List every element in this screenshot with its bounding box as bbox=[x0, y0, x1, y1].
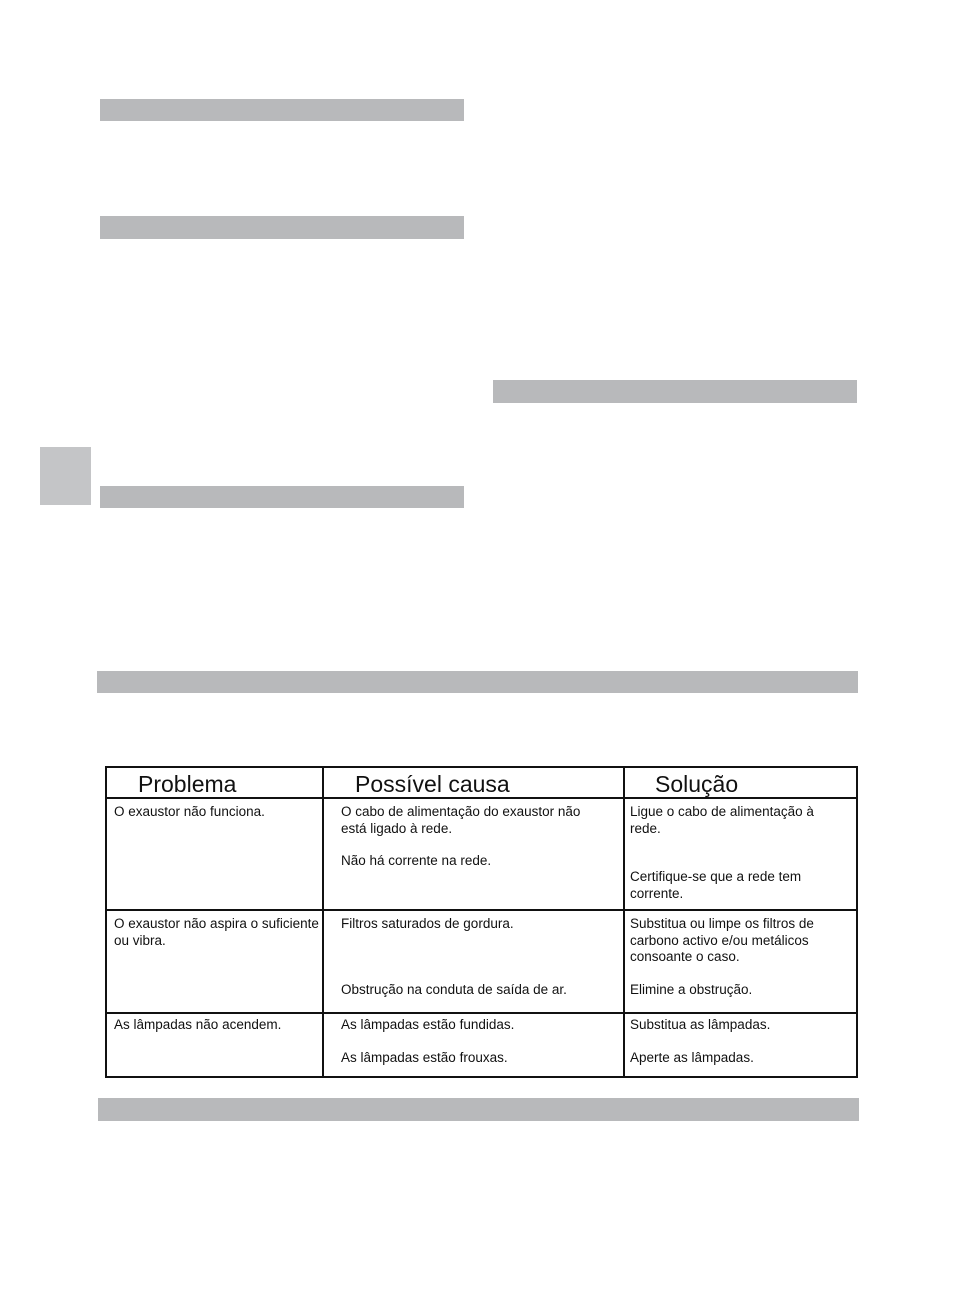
troubleshooting-heading-bar bbox=[97, 671, 858, 693]
row-3-cause-2: As lâmpadas estão frouxas. bbox=[341, 1050, 508, 1065]
row-3-cause-1: As lâmpadas estão fundidas. bbox=[341, 1017, 515, 1032]
row-1-cause-1: O cabo de alimentação do exaustor não está ligado à rede. bbox=[341, 804, 581, 836]
row-3-problem: As lâmpadas não acendem. bbox=[114, 1017, 282, 1032]
section-heading-bar bbox=[493, 380, 857, 403]
section-heading-bar bbox=[100, 216, 464, 239]
section-heading-bar bbox=[100, 486, 464, 508]
section-heading-bar bbox=[100, 99, 464, 121]
column-divider bbox=[623, 768, 626, 1076]
row-2-cause-1: Filtros saturados de gordura. bbox=[341, 916, 514, 931]
row-2-solution-1: Substitua ou limpe os filtros de carbono activo e/ou metálicos consoante o caso. bbox=[630, 916, 814, 964]
column-divider bbox=[322, 768, 325, 1076]
row-1-cause-2: Não há corrente na rede. bbox=[341, 853, 492, 868]
header-cause: Possível causa bbox=[355, 771, 510, 797]
row-3-solution-1: Substitua as lâmpadas. bbox=[630, 1017, 771, 1032]
row-2-solution-2: Elimine a obstrução. bbox=[630, 982, 753, 997]
row-divider bbox=[107, 909, 856, 912]
row-2-cause-2: Obstrução na conduta de saída de ar. bbox=[341, 982, 567, 997]
row-3-solution-2: Aperte as lâmpadas. bbox=[630, 1050, 754, 1065]
row-1-problem: O exaustor não funciona. bbox=[114, 804, 265, 819]
row-divider bbox=[107, 1012, 856, 1015]
header-solution: Solução bbox=[655, 771, 739, 797]
troubleshooting-table bbox=[105, 766, 858, 1078]
row-1-solution-2: Certifique-se que a rede tem corrente. bbox=[630, 869, 802, 901]
section-heading-bar bbox=[98, 1098, 859, 1121]
language-side-tab bbox=[40, 447, 91, 505]
row-2-problem: O exaustor não aspira o suficiente ou vibra. bbox=[114, 916, 319, 948]
header-problem: Problema bbox=[138, 771, 237, 797]
row-1-solution-1: Ligue o cabo de alimentação à rede. bbox=[630, 804, 814, 836]
